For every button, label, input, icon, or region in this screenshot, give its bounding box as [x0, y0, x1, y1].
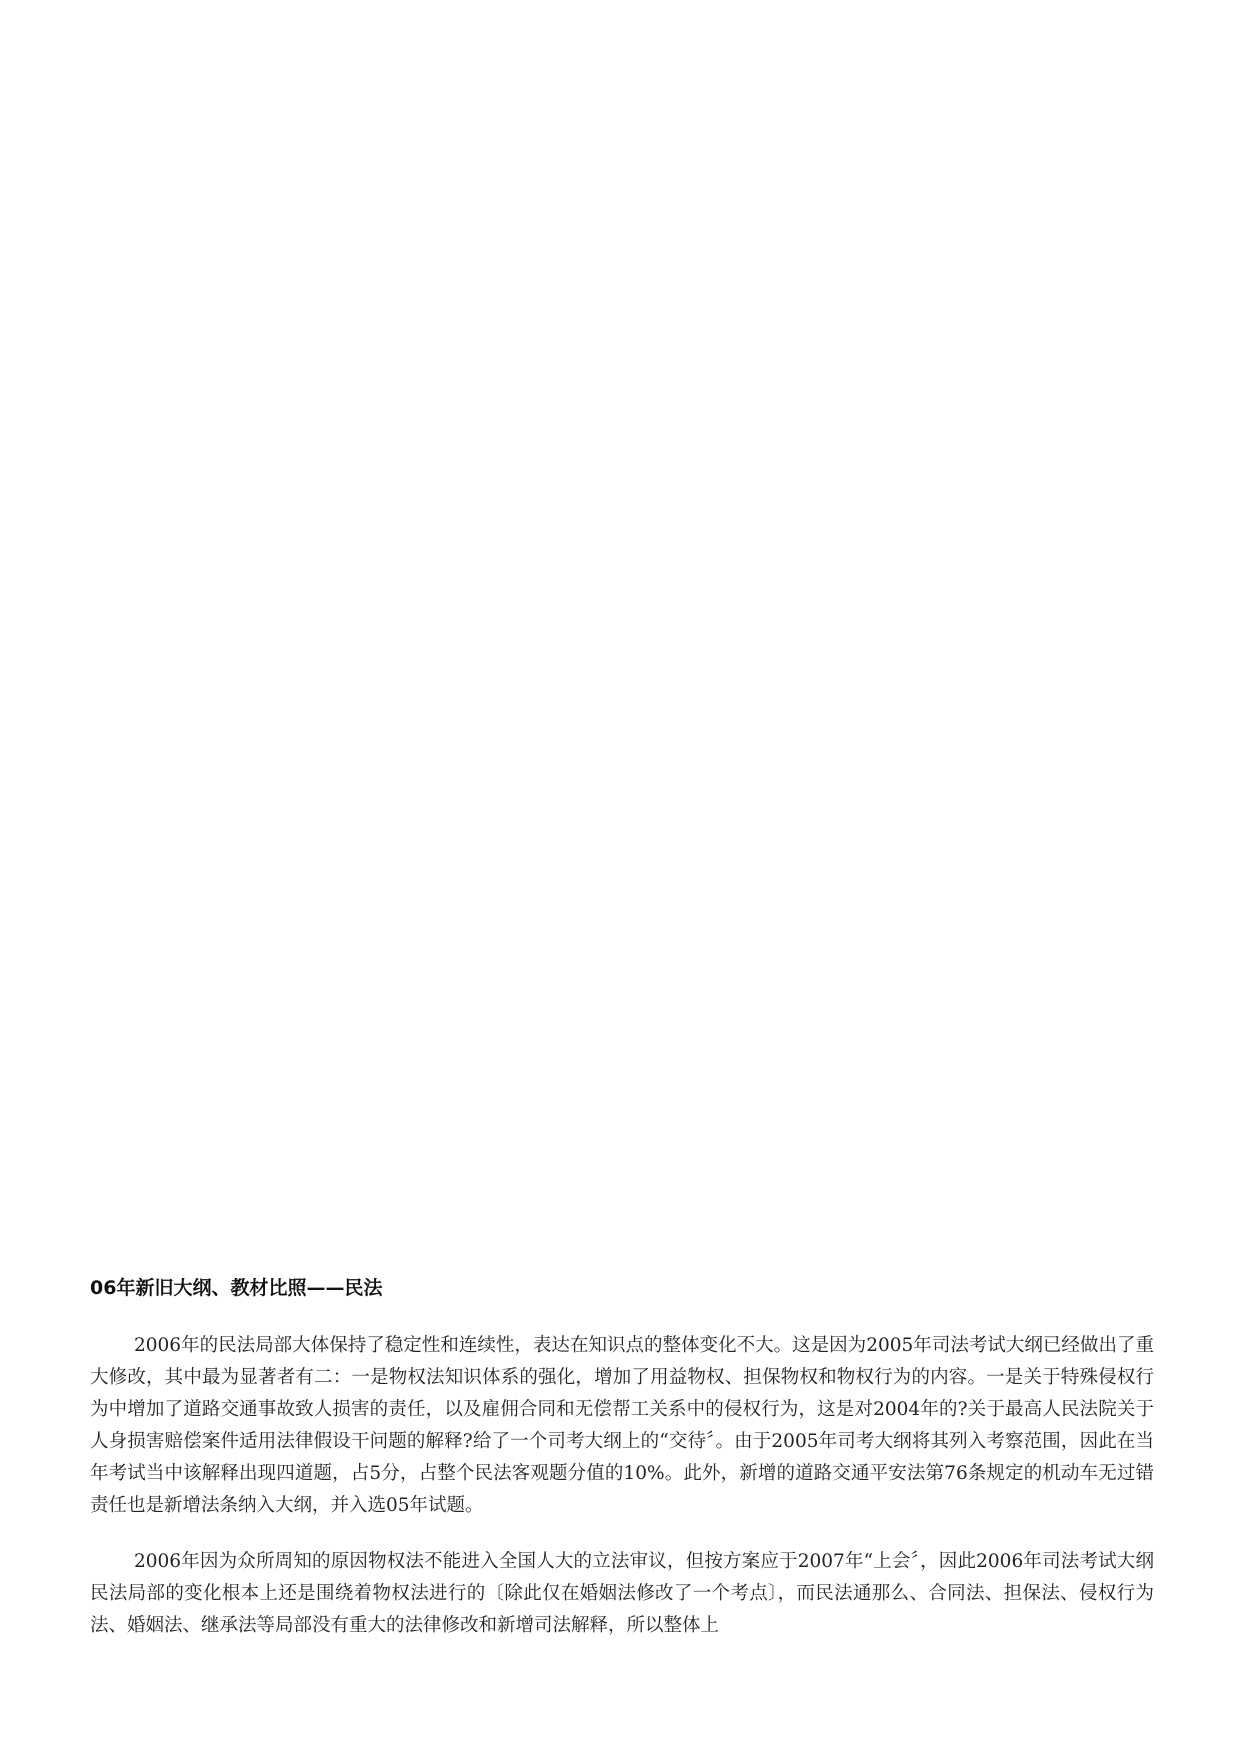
document-title: 06年新旧大纲、教材比照——民法: [90, 1277, 383, 1299]
paragraph-1: 2006年的民法局部大体保持了稳定性和连续性，表达在知识点的整体变化不大。这是因为2005年司法考试大纲已经做出了重大修改，其中最为显著者有二：一是物权法知识体系的强化，增加了用益物权、担保物权和物权行为的内容。一是关于特殊侵权行为中增加了道路交通事故致人损害的责任，以及雇佣合同和无偿帮工关系中的侵权行为，这是对2004年的?关于最高人民法院关于人身损害赔偿案件适用法律假设干问题的解释?给了一个司考大纲上的“交待〞。由于2005年司考大纲将其列入考察范围，因此在当年考试当中该解释出现四道题，占5分，占整个民法客观题分值的10%。此外，新增的道路交通平安法第76条规定的机动车无过错责任也是新增法条纳入大纲，并入选05年试题。: [90, 1335, 1154, 1516]
paragraph-2: 2006年因为众所周知的原因物权法不能进入全国人大的立法审议，但按方案应于2007年“上会〞，因此2006年司法考试大纲民法局部的变化根本上还是围绕着物权法进行的〔除此仅在婚姻法修改了一个考点〕，而民法通那么、合同法、担保法、侵权行为法、婚姻法、继承法等局部没有重大的法律修改和新增司法解释，所以整体上: [90, 1551, 1154, 1636]
document-body: [90, 1276, 1154, 1642]
